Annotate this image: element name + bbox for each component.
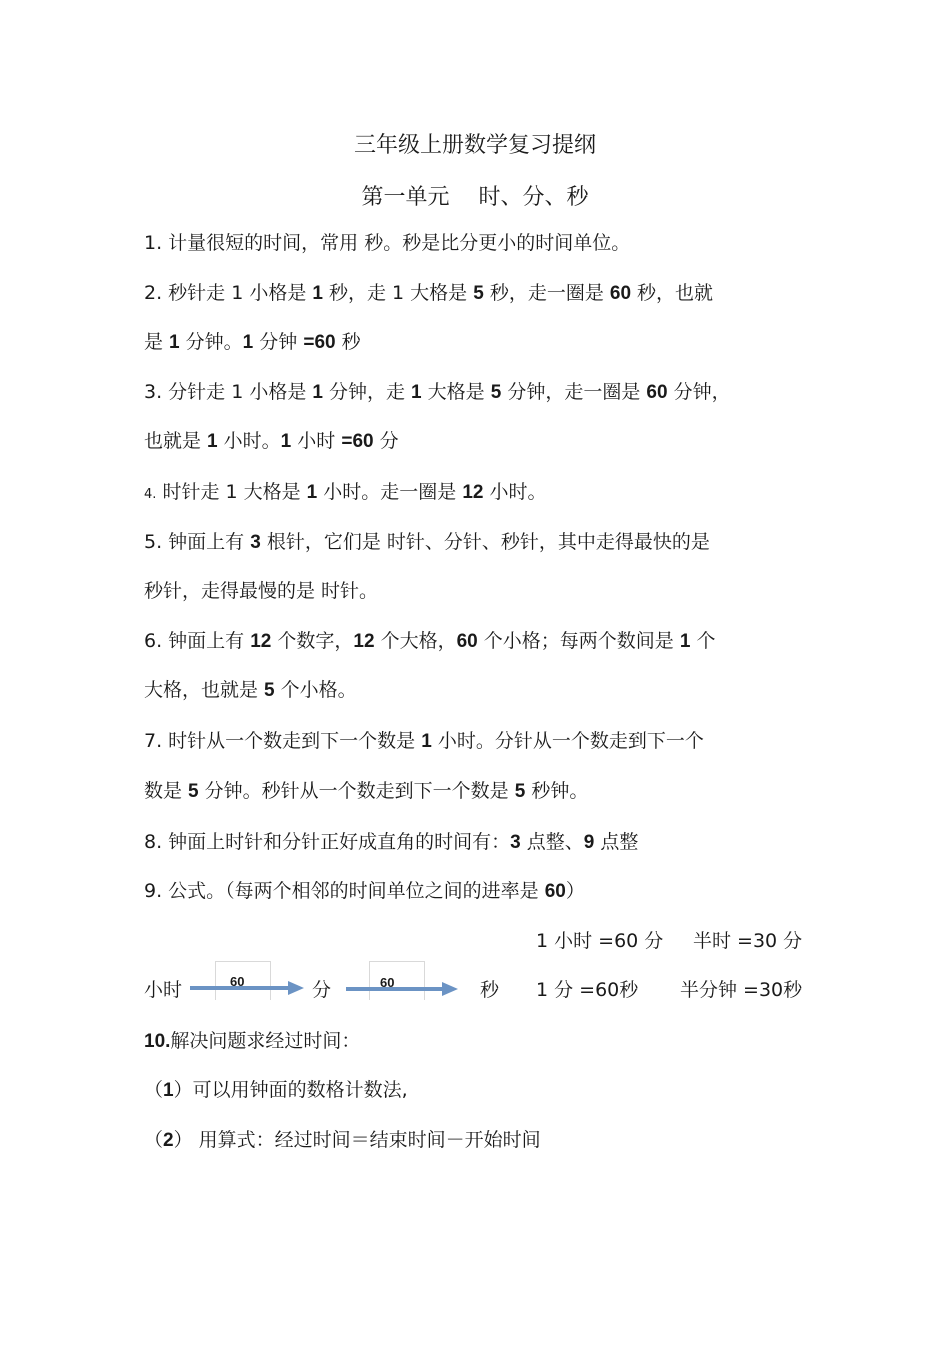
item-7-cont: 数是 5 分钟。秒针从一个数走到下一个数是 5 秒钟。: [144, 780, 589, 802]
item-10: 10.解决问题求经过时间：: [144, 1030, 361, 1052]
formula-minute-second: 1 分 =60秒: [536, 979, 639, 1001]
item-5-cont: 秒针，走得最慢的是 时针。: [144, 580, 379, 602]
item-6: 6. 钟面上有 12 个数字，12 个大格，60 个小格；每两个数间是 1 个: [144, 630, 716, 652]
item-6-cont: 大格，也就是 5 个小格。: [144, 679, 357, 701]
item-3: 3. 分针走 1 小格是 1 分钟，走 1 大格是 5 分钟，走一圈是 60 分钟，: [144, 381, 731, 403]
unit-second: 秒: [480, 979, 500, 1001]
item-10-1: （1）可以用钟面的数格计数法,: [144, 1079, 408, 1101]
arrow-right-icon: [190, 980, 306, 996]
item-1: 1. 计量很短的时间，常用 秒。秒是比分更小的时间单位。: [144, 232, 631, 254]
rate-label-1: 60: [230, 974, 245, 989]
formula-half-hour: 半时 =30 分: [693, 930, 803, 952]
item-3-cont: 也就是 1 小时。1 小时 =60 分: [144, 430, 399, 452]
formula-hour-minute: 1 小时 =60 分: [536, 930, 664, 952]
item-9: 9. 公式。（每两个相邻的时间单位之间的进率是 60）: [144, 880, 585, 902]
unit-title: 第一单元 时、分、秒: [361, 185, 589, 210]
unit-hour: 小时: [144, 979, 183, 1001]
item-8: 8. 钟面上时针和分针正好成直角的时间有：3 点整、9 点整: [144, 831, 639, 853]
item-4: 4. 时针走 1 大格是 1 小时。走一圈是 12 小时。: [144, 481, 547, 503]
item-2-cont: 是 1 分钟。1 分钟 =60 秒: [144, 331, 361, 353]
formula-half-minute: 半分钟 =30秒: [680, 979, 803, 1001]
item-7: 7. 时针从一个数走到下一个数是 1 小时。分针从一个数走到下一个: [144, 730, 704, 752]
arrow-right-icon: [346, 981, 462, 997]
rate-label-2: 60: [380, 975, 395, 990]
unit-minute: 分: [312, 979, 332, 1001]
item-5: 5. 钟面上有 3 根针，它们是 时针、分针、秒针，其中走得最快的是: [144, 531, 710, 553]
doc-title: 三年级上册数学复习提纲: [353, 133, 596, 158]
item-2: 2. 秒针走 1 小格是 1 秒，走 1 大格是 5 秒，走一圈是 60 秒，也就: [144, 282, 714, 304]
item-10-2: （2） 用算式：经过时间＝结束时间－开始时间: [144, 1129, 541, 1151]
